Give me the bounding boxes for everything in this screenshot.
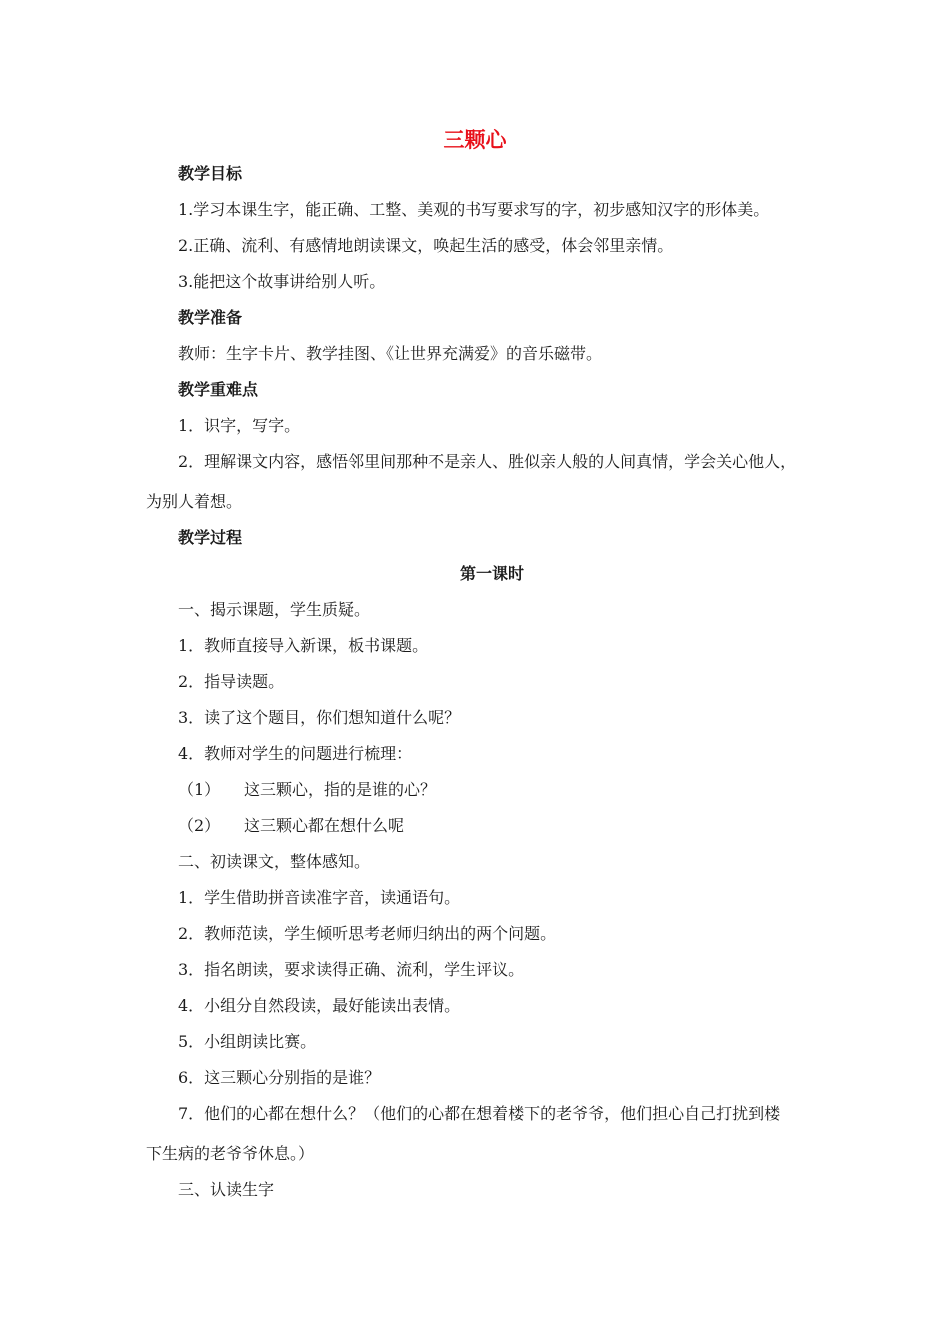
process-step-2-5: 5．小组朗读比赛。 bbox=[178, 1032, 317, 1051]
process-step-1-3: 3．读了这个题目，你们想知道什么呢？ bbox=[178, 708, 461, 727]
lesson-heading: 第一课时 bbox=[459, 564, 524, 583]
question-1-number: （1） bbox=[178, 780, 221, 799]
section-heading-goals: 教学目标 bbox=[178, 164, 243, 183]
key-item-1: 1．识字，写字。 bbox=[178, 416, 301, 435]
goal-item-2: 2.正确、流利、有感情地朗读课文，唤起生活的感受，体会邻里亲情。 bbox=[178, 236, 674, 255]
section-heading-key-points: 教学重难点 bbox=[178, 380, 259, 399]
process-step-2: 二、初读课文，整体感知。 bbox=[178, 852, 371, 871]
goal-item-1: 1.学习本课生字，能正确、工整、美观的书写要求写的字，初步感知汉字的形体美。 bbox=[178, 200, 770, 219]
question-2-number: （2） bbox=[178, 816, 221, 835]
process-step-2-2: 2．教师范读，学生倾听思考老师归纳出的两个问题。 bbox=[178, 924, 557, 943]
key-item-2: 2．理解课文内容，感悟邻里间那种不是亲人、胜似亲人般的人间真情，学会关心他人， bbox=[178, 452, 797, 471]
process-step-2-6: 6．这三颗心分别指的是谁？ bbox=[178, 1068, 381, 1087]
process-step-1-2: 2．指导读题。 bbox=[178, 672, 285, 691]
process-step-1-1: 1．教师直接导入新课，板书课题。 bbox=[178, 636, 429, 655]
process-step-2-3: 3．指名朗读，要求读得正确、流利，学生评议。 bbox=[178, 960, 525, 979]
process-step-2-7: 7．他们的心都在想什么？（他们的心都在想着楼下的老爷爷，他们担心自己打扰到楼 bbox=[178, 1104, 781, 1123]
prep-item-1: 教师：生字卡片、教学挂图、《让世界充满爱》的音乐磁带。 bbox=[178, 344, 603, 363]
section-heading-preparation: 教学准备 bbox=[178, 308, 243, 327]
process-step-1: 一、揭示课题，学生质疑。 bbox=[178, 600, 371, 619]
question-1 bbox=[178, 780, 436, 800]
question-2-text: 这三颗心都在想什么呢 bbox=[244, 816, 405, 835]
process-step-2-4: 4．小组分自然段读，最好能读出表情。 bbox=[178, 996, 461, 1015]
process-step-2-7-continued: 下生病的老爷爷休息。） bbox=[146, 1144, 315, 1163]
process-step-2-1: 1．学生借助拼音读准字音，读通语句。 bbox=[178, 888, 461, 907]
process-step-3: 三、认读生字 bbox=[178, 1180, 275, 1199]
question-1-text: 这三颗心，指的是谁的心？ bbox=[244, 780, 437, 799]
question-2 bbox=[178, 816, 404, 836]
goal-item-3: 3.能把这个故事讲给别人听。 bbox=[178, 272, 386, 291]
process-step-1-4: 4．教师对学生的问题进行梳理： bbox=[178, 744, 413, 763]
section-heading-process: 教学过程 bbox=[178, 528, 243, 547]
key-item-2-continued: 为别人着想。 bbox=[146, 492, 243, 511]
document-title: 三颗心 bbox=[443, 128, 507, 152]
